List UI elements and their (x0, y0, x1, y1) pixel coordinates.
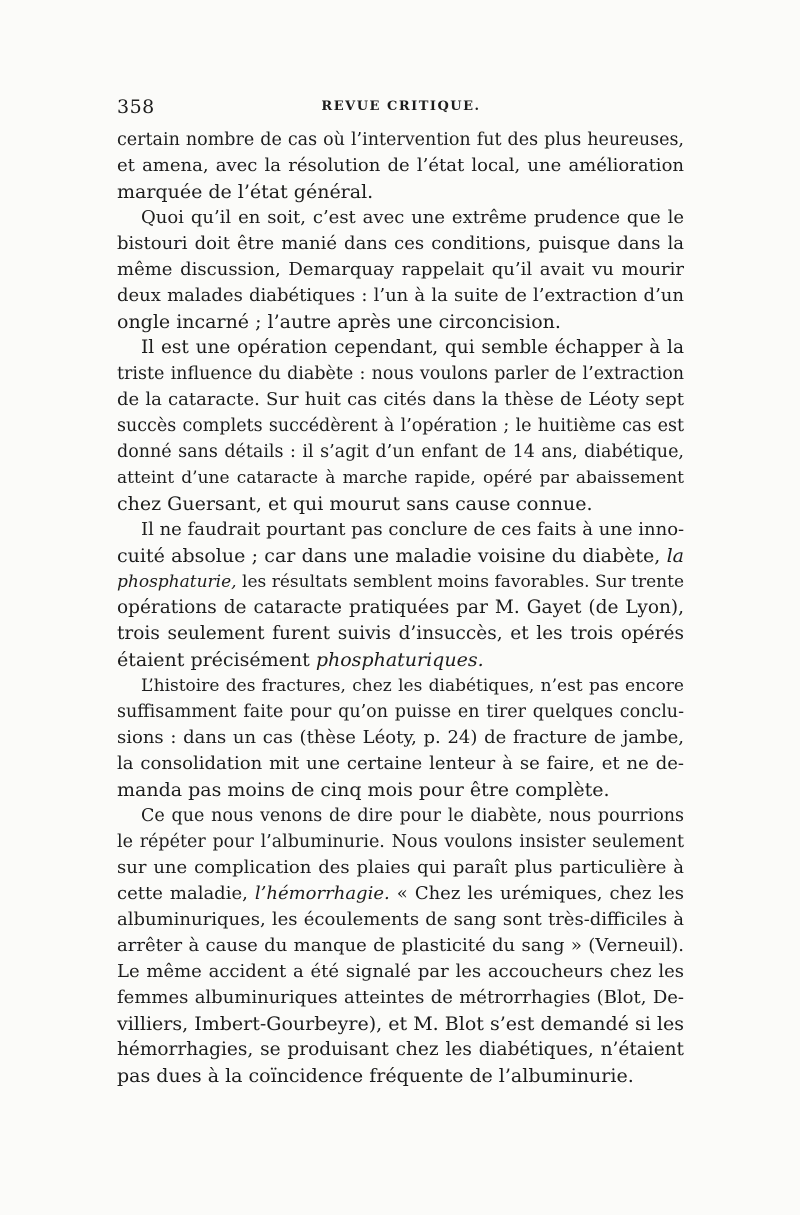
text-segment: chez Guersant, et qui mourut sans cause connue. (117, 493, 593, 515)
text-segment: hémorrhagies, se produisant chez les diabétiques, n’étaient (117, 1039, 684, 1060)
text-segment: opérations de cataracte pratiquées par M. Gayet (de Lyon), (117, 597, 684, 618)
text-segment: les résultats semblent moins favorables. Sur trente (236, 572, 684, 592)
text-segment: suffisamment faite pour qu’on puisse en tirer quelques conclu- (117, 702, 684, 722)
text-line (117, 933, 684, 959)
text-line (117, 829, 684, 855)
text-line (117, 127, 684, 153)
text-line (117, 543, 684, 569)
text-line (117, 725, 684, 751)
text-line (117, 621, 684, 647)
text-segment: le répéter pour l’albuminurie. Nous voulons insister seulement (117, 832, 684, 852)
italic-text: l’hémorrhagie. (254, 883, 390, 904)
page-header (117, 96, 685, 120)
text-line (117, 907, 684, 933)
text-line (117, 153, 684, 179)
text-line (117, 387, 684, 413)
text-segment: la consolidation mit une certaine lenteur à se faire, et ne de- (117, 753, 684, 774)
text-segment: même discussion, Demarquay rappelait qu’il avait vu mourir (117, 259, 684, 280)
text-line (117, 595, 684, 621)
text-segment: deux malades diabétiques : l’un à la suite de l’extraction d’un (117, 285, 684, 306)
text-line (117, 335, 684, 361)
text-segment: « Chez les urémiques, chez les (389, 883, 684, 904)
text-line (117, 179, 684, 205)
text-segment: triste influence du diabète : nous voulons parler de l’extraction (117, 364, 684, 384)
text-line (117, 257, 684, 283)
text-line (117, 985, 684, 1011)
italic-text: phosphaturiques. (315, 649, 484, 671)
text-line (117, 673, 684, 699)
text-segment: villiers, Imbert-Gourbeyre), et M. Blot s’est demandé si les (117, 1013, 684, 1035)
text-segment: sur une complication des plaies qui paraît plus particulière à (117, 857, 684, 878)
text-segment: Il est une opération cependant, qui semble échapper à la (141, 337, 684, 358)
text-segment: de la cataracte. Sur huit cas cités dans la thèse de Léoty sept (117, 389, 684, 410)
text-line (117, 517, 684, 543)
text-segment: cuité absolue ; car dans une maladie voisine du diabète, (117, 545, 667, 567)
page-number: 358 (117, 96, 155, 118)
text-segment: manda pas moins de cinq mois pour être complète. (117, 779, 610, 801)
text-segment: Le même accident a été signalé par les accoucheurs chez les (117, 961, 684, 982)
text-segment: donné sans détails : il s’agit d’un enfant de 14 ans, diabétique, (117, 442, 684, 462)
text-segment: trois seulement furent suivis d’insuccès, et les trois opérés (117, 623, 684, 644)
text-segment: pas dues à la coïncidence fréquente de l’albuminurie. (117, 1065, 634, 1087)
text-segment: sions : dans un cas (thèse Léoty, p. 24) de fracture de jambe, (117, 727, 684, 748)
text-segment: L’histoire des fractures, chez les diabétiques, n’est pas encore (141, 676, 684, 696)
text-segment: et amena, avec la résolution de l’état local, une amélioration (117, 155, 684, 176)
text-line (117, 855, 684, 881)
text-segment: arrêter à cause du manque de plasticité du sang » (Verneuil). (117, 935, 684, 956)
text-line (117, 777, 684, 803)
running-title: REVUE CRITIQUE. (321, 99, 481, 114)
text-line (117, 1011, 684, 1037)
text-line (117, 205, 684, 231)
text-segment: succès complets succédèrent à l’opération ; le huitième cas est (117, 416, 684, 436)
text-segment: certain nombre de cas où l’intervention fut des plus heureuses, (117, 130, 684, 150)
text-segment: femmes albuminuriques atteintes de métrorrhagies (Blot, De- (117, 987, 684, 1008)
text-segment: ongle incarné ; l’autre après une circoncision. (117, 311, 561, 333)
text-line (117, 309, 684, 335)
text-line (117, 465, 684, 491)
text-line (117, 1063, 684, 1089)
text-line (117, 881, 684, 907)
text-segment: marquée de l’état général. (117, 181, 374, 203)
text-segment: atteint d’une cataracte à marche rapide, opéré par abaissement (117, 468, 684, 488)
text-line (117, 647, 684, 673)
text-line (117, 283, 684, 309)
text-line (117, 699, 684, 725)
text-line (117, 231, 684, 257)
text-line (117, 1037, 684, 1063)
text-segment: bistouri doit être manié dans ces conditions, puisque dans la (117, 233, 684, 254)
text-line (117, 491, 684, 517)
text-segment: Il ne faudrait pourtant pas conclure de ces faits à une inno- (141, 519, 684, 540)
text-line (117, 413, 684, 439)
text-line (117, 439, 684, 465)
text-line (117, 803, 684, 829)
text-segment: étaient précisément (117, 649, 316, 671)
text-segment: cette maladie, (117, 883, 255, 904)
text-line (117, 361, 684, 387)
text-line (117, 751, 684, 777)
body-text (117, 127, 684, 1089)
text-segment: albuminuriques, les écoulements de sang sont très-difficiles à (117, 909, 684, 930)
text-line (117, 569, 684, 595)
italic-text: la (666, 545, 684, 567)
text-segment: Ce que nous venons de dire pour le diabète, nous pourrions (141, 806, 684, 826)
text-segment: Quoi qu’il en soit, c’est avec une extrême prudence que le (141, 207, 684, 228)
text-line (117, 959, 684, 985)
italic-text: phosphaturie, (117, 572, 237, 592)
